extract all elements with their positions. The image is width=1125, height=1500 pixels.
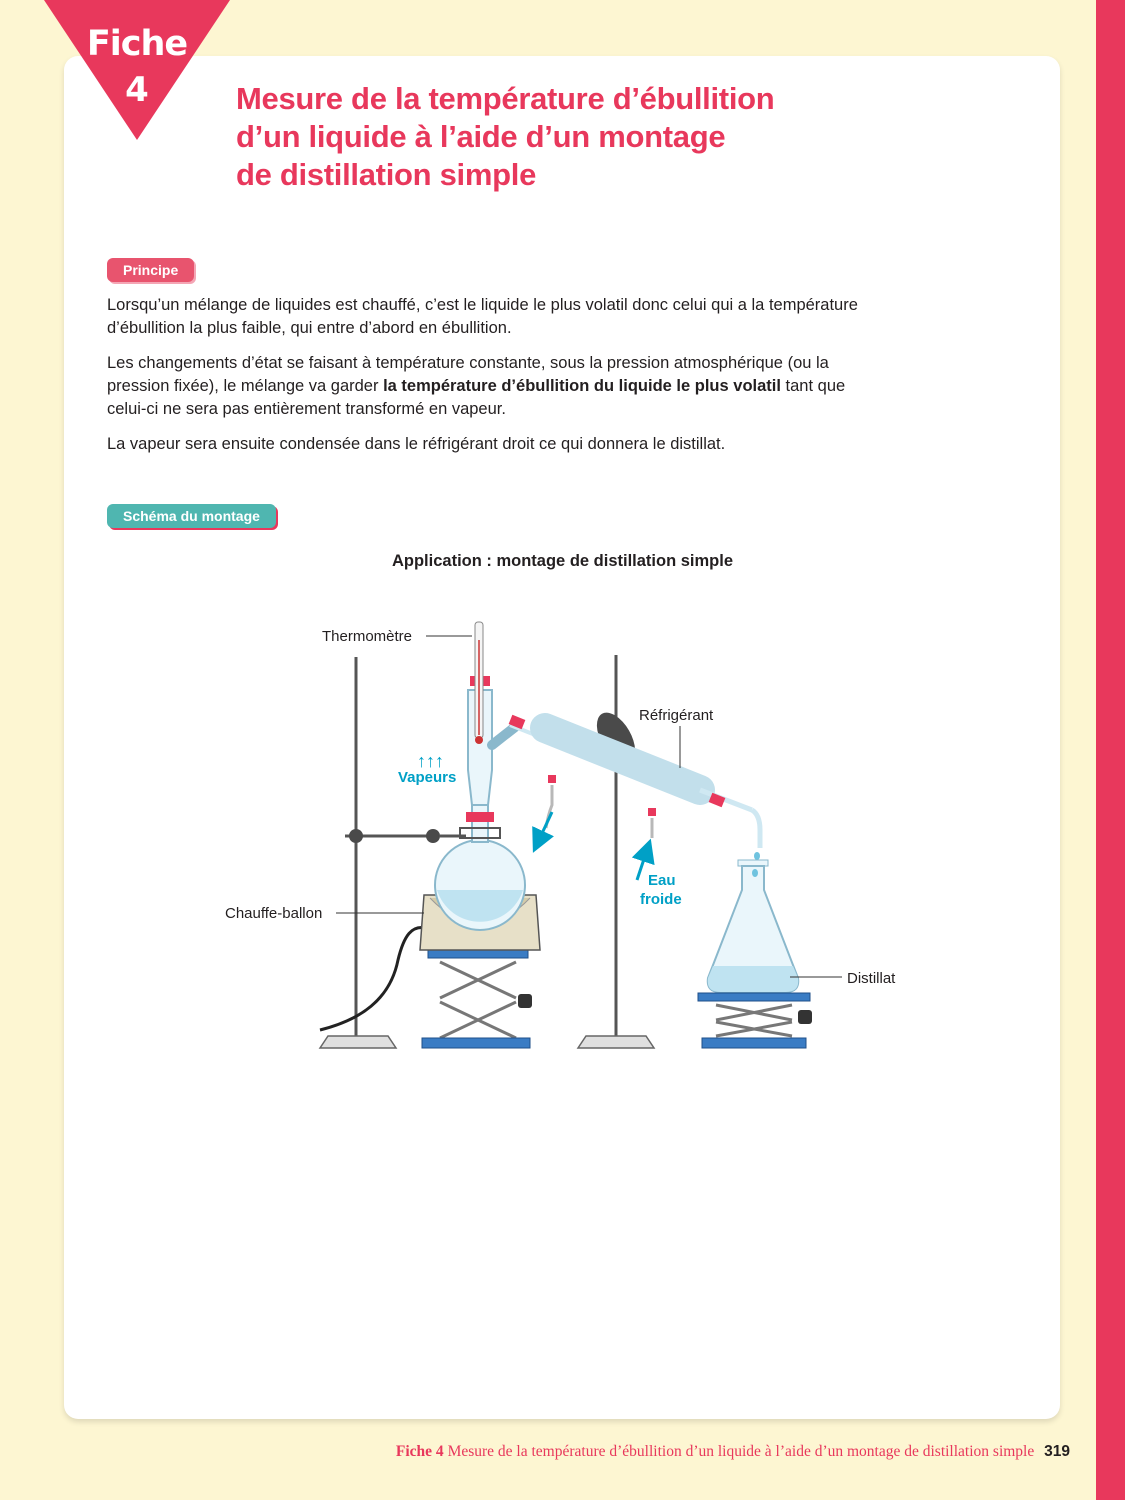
footer-fiche: Fiche 4 [395,1443,444,1460]
thermometer [475,622,483,744]
footer-title: Mesure de la température d’ébullition d’un liquide à l’aide d’un montage de distillation simple [447,1443,1035,1460]
schema-tag: Schéma du montage [107,504,276,528]
right-lab-jack [698,993,812,1048]
water-in-arrow [637,850,647,880]
left-stand [320,657,466,1048]
page-number: 319 [1044,1443,1070,1460]
left-lab-jack [422,950,532,1048]
title-line-2: d’un liquide à l’aide d’un montage [236,119,726,154]
label-eau: Eau [648,872,676,889]
round-bottom-flask [435,800,525,930]
label-distillat: Distillat [847,970,896,987]
label-vapeurs: Vapeurs [398,769,457,786]
principe-tag: Principe [107,258,194,282]
label-thermometre: Thermomètre [322,628,413,645]
paragraph-3: La vapeur sera ensuite condensée dans le réfrigérant droit ce qui donnera le distillat. [107,435,726,453]
label-froide: froide [640,891,682,908]
erlenmeyer-flask [708,860,799,992]
power-cable [320,927,426,1030]
label-chauffe-ballon: Chauffe-ballon [225,905,323,922]
distillate-drop [754,852,760,860]
vapeurs-arrows: ↑↑↑ [417,751,444,771]
badge-word: Fiche [86,24,188,64]
title-line-1: Mesure de la température d’ébullition [236,81,775,116]
title-line-3: de distillation simple [236,157,537,192]
paragraph-2-bold: la température d’ébullition du liquide le plus volatil [383,377,781,395]
paragraph-2-end: tant que celui-ci ne sera pas entièrement transformé en vapeur. [107,377,846,418]
label-refrigerant: Réfrigérant [639,707,714,724]
paragraph-2-start: Les changements d’état se faisant à température constante, sous la pression atmosphérique (ou la pression fixée), le mélange va garder [107,354,829,395]
figure-title: Application : montage de distillation simple [391,552,734,570]
page-footer [0,1443,1070,1461]
paragraph-1: Lorsqu’un mélange de liquides est chauffé, c’est le liquide le plus volatil donc celui qui a la température d’ébullition la plus faible, qui entre d’abord en ébullition. [107,296,858,337]
water-out-arrow [538,812,552,842]
badge-number: 4 [125,70,149,110]
condenser [509,715,760,848]
